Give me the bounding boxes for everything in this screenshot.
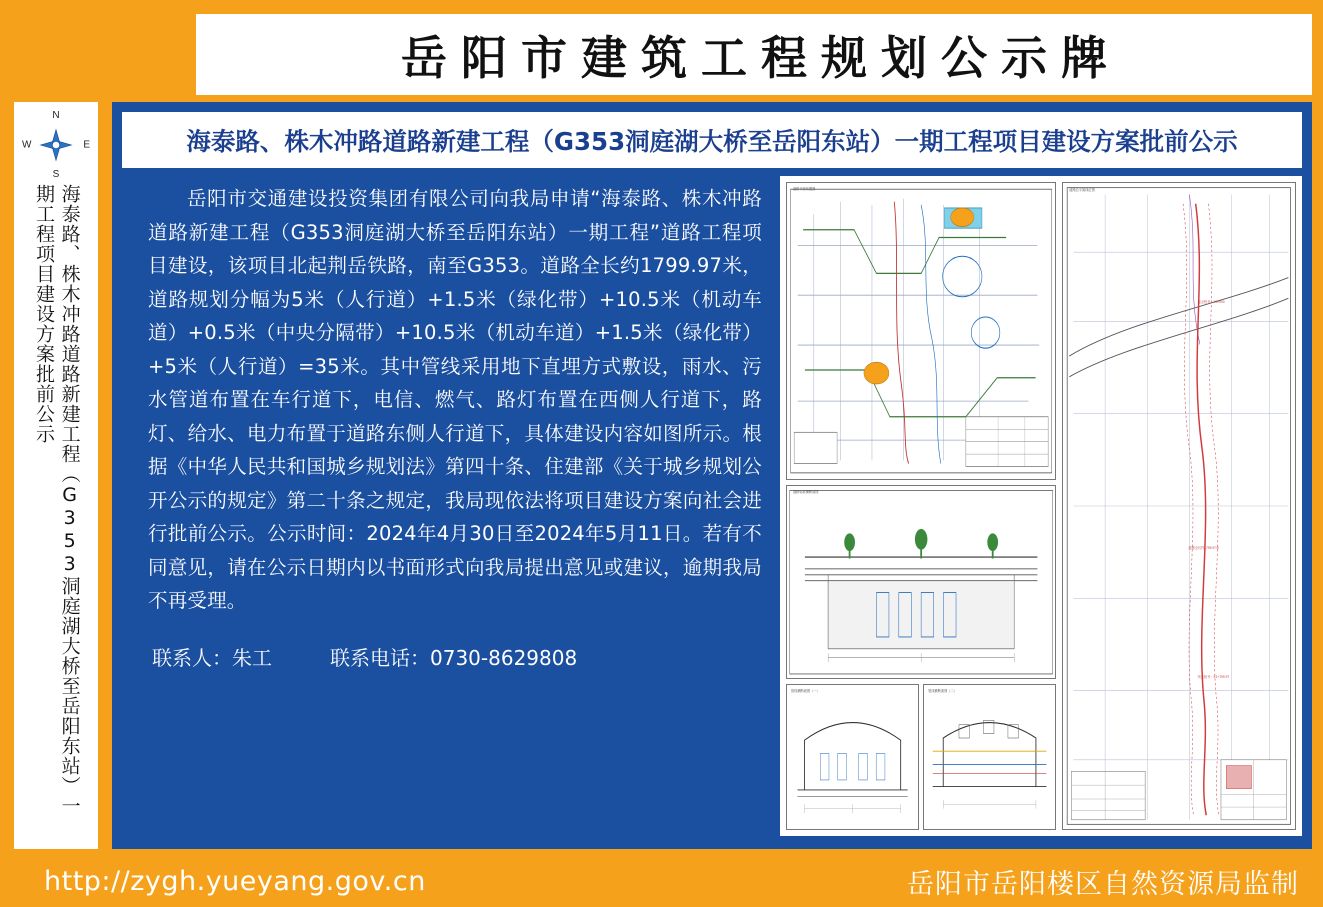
compass-label-south: S bbox=[52, 169, 60, 180]
detail-drawing-left bbox=[786, 684, 919, 830]
contact-person: 联系人：朱工 bbox=[152, 645, 272, 670]
section-drawing-title: 道路标准横断面图 bbox=[793, 490, 819, 495]
plan-drawing-sheet bbox=[786, 182, 1056, 480]
footer-website-url[interactable]: http://zygh.yueyang.gov.cn bbox=[44, 866, 426, 897]
contact-row bbox=[148, 642, 762, 671]
compass-rose-icon bbox=[23, 112, 89, 178]
detail-drawing-right bbox=[923, 684, 1056, 830]
notice-body-text: 岳阳市交通建设投资集团有限公司向我局申请“海泰路、株木冲路道路新建工程（G353洞庭湖大桥至岳阳东站）一期工程”道路工程项目建设，该项目北起荆岳铁路，南至G353。道路全长约1799.97米，道路规划分幅为5米（人行道）+1.5米（绿化带）+10.5米（机动车道）+0.5米（中央分隔带）+10.5米（机动车道）+1.5米（绿化带）+5米（人行道）=35米。其中管线采用地下直埋方式敷设，雨水、污水管道布置在车行道下，电信、燃气、路灯布置在西侧人行道下，路灯、给水、电力布置于道路东侧人行道下，具体建设内容如图所示。根据《中华人民共和国城乡规划法》第四十条、住建部《关于城乡规划公开公示的规定》第二十条之规定，我局现依法将项目建设方案向社会进行批前公示。公示时间：2024年4月30日至2024年5月11日。若有不同意见，请在公示日期内以书面形式向我局提出意见或建议，逾期我局不再受理。 bbox=[148, 187, 762, 612]
route-drawing-sheet bbox=[1062, 182, 1296, 830]
page-title: 岳阳市建筑工程规划公示牌 bbox=[401, 30, 1121, 85]
header-bar bbox=[196, 14, 1312, 95]
detail-right-svg bbox=[924, 685, 1055, 829]
detail-drawings-row bbox=[786, 684, 1056, 830]
contact-phone: 联系电话：0730-8629808 bbox=[330, 645, 578, 670]
drawings-column bbox=[780, 176, 1302, 836]
detail-left-title: 管线横断面图（一） bbox=[791, 689, 820, 694]
project-banner bbox=[122, 112, 1302, 168]
drawings-left-stack bbox=[786, 182, 1056, 830]
plan-drawing-title: 道路平面布置图 bbox=[793, 187, 816, 191]
project-banner-text: 海泰路、株木冲路道路新建工程（G353洞庭湖大桥至岳阳东站）一期工程项目建设方案批前公示 bbox=[186, 126, 1238, 156]
route-drawing-title: 道路总平面线位图 bbox=[1069, 188, 1095, 192]
notice-text-column bbox=[122, 176, 772, 836]
route-drawing-column bbox=[1062, 182, 1296, 830]
route-note-end: 终点桩号：K1+799.97 bbox=[1197, 674, 1230, 679]
content-area bbox=[122, 176, 1302, 836]
compass-star-icon bbox=[39, 128, 73, 162]
plan-drawing-svg bbox=[787, 183, 1055, 479]
compass-label-east: E bbox=[83, 139, 90, 151]
compass-label-west: W bbox=[22, 139, 32, 151]
compass-label-north: N bbox=[52, 110, 60, 121]
route-note-length: 道路全长约1799.97米 bbox=[1188, 545, 1220, 550]
vertical-project-title: 海泰路、株木冲路道路新建工程（G353洞庭湖大桥至岳阳东站）一期工程项目建设方案批前公示 bbox=[33, 184, 81, 816]
section-drawing-svg bbox=[787, 486, 1055, 678]
footer-organization: 岳阳市岳阳楼区自然资源局监制 bbox=[907, 869, 1299, 900]
route-note-start: 起点桩号：K0+000 bbox=[1197, 300, 1225, 305]
main-blue-panel bbox=[112, 102, 1312, 849]
left-side-strip bbox=[14, 102, 98, 849]
detail-right-title: 管线横断面图（二） bbox=[928, 689, 957, 694]
detail-left-svg bbox=[787, 685, 918, 829]
section-drawing-sheet bbox=[786, 485, 1056, 679]
route-drawing-svg bbox=[1063, 183, 1295, 829]
footer-bar bbox=[0, 856, 1323, 907]
